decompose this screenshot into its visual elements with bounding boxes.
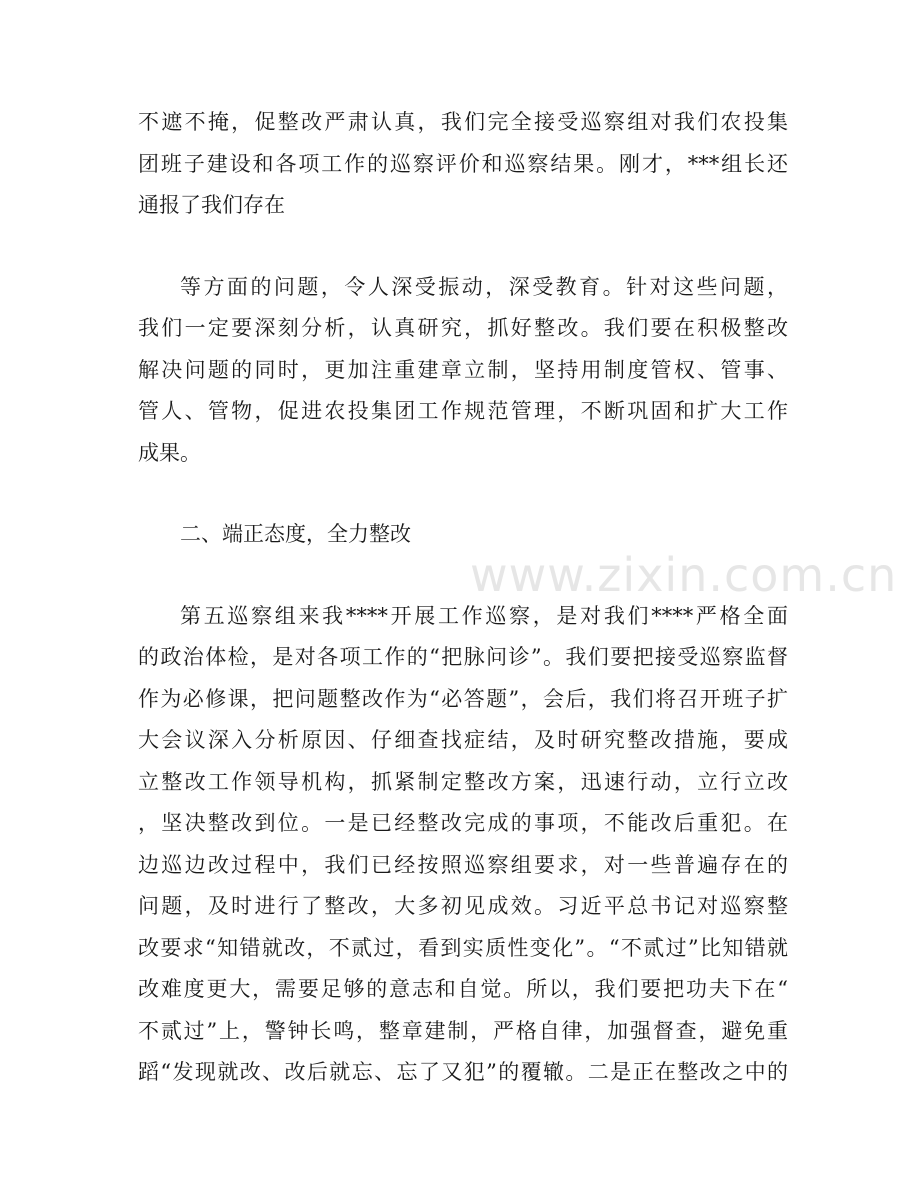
- text-line: 立整改工作领导机构，抓紧制定整改方案，迅速行动，立行立改: [138, 769, 788, 794]
- text-line: 大会议深入分析原因、仔细查找症结，及时研究整改措施，要成: [138, 728, 788, 752]
- text-line: 成果。: [138, 440, 201, 465]
- text-line: 边巡边改过程中，我们已经按照巡察组要求，对一些普遍存在的: [138, 852, 788, 877]
- paragraph-gap: [138, 556, 788, 596]
- text-line: 不贰过”上，警钟长鸣，整章建制，严格自律，加强督查，避免重: [138, 1018, 788, 1043]
- text-line: 团班子建设和各项工作的巡察评价和巡察结果。刚才，***组长还: [138, 151, 788, 176]
- paragraph-2: [138, 267, 788, 475]
- text-line: 问题，及时进行了整改，大多初见成效。习近平总书记对巡察整: [138, 894, 788, 918]
- paragraph-3: [138, 596, 788, 1094]
- paragraph-gap: [138, 227, 788, 267]
- text-line: 改要求“知错就改，不贰过，看到实质性变化”。“不贰过”比知错就: [138, 935, 788, 960]
- text-line: 等方面的问题，令人深受振动，深受教育。针对这些问题，: [180, 274, 788, 299]
- text-line: 蹈“发现就改、改后就忘、忘了又犯”的覆辙。二是正在整改之中的: [138, 1060, 788, 1084]
- text-line: ，坚决整改到位。一是已经整改完成的事项，不能改后重犯。在: [138, 811, 788, 835]
- text-line: 解决问题的同时，更加注重建章立制，坚持用制度管权、管事、: [138, 357, 788, 382]
- text-line: 我们一定要深刻分析，认真研究，抓好整改。我们要在积极整改: [138, 316, 788, 340]
- section-heading: [138, 514, 788, 556]
- paragraph-1: [138, 102, 788, 227]
- document-body: [138, 102, 788, 1094]
- text-line: 第五巡察组来我****开展工作巡察，是对我们****严格全面: [180, 603, 788, 628]
- text-line: 通报了我们存在: [138, 193, 285, 217]
- watermark: www.zixin.com.cn: [470, 548, 898, 602]
- text-line: 作为必修课，把问题整改作为“必答题”，会后，我们将召开班子扩: [138, 686, 788, 711]
- text-line: 不遮不掩，促整改严肃认真，我们完全接受巡察组对我们农投集: [138, 110, 788, 134]
- paragraph-gap: [138, 474, 788, 514]
- heading-text: 二、端正态度，全力整改: [180, 522, 411, 546]
- text-line: 的政治体检，是对各项工作的“把脉问诊”。我们要把接受巡察监督: [138, 645, 788, 669]
- text-line: 改难度更大，需要足够的意志和自觉。所以，我们要把功夫下在“: [138, 977, 788, 1001]
- text-line: 管人、管物，促进农投集团工作规范管理，不断巩固和扩大工作: [138, 399, 788, 423]
